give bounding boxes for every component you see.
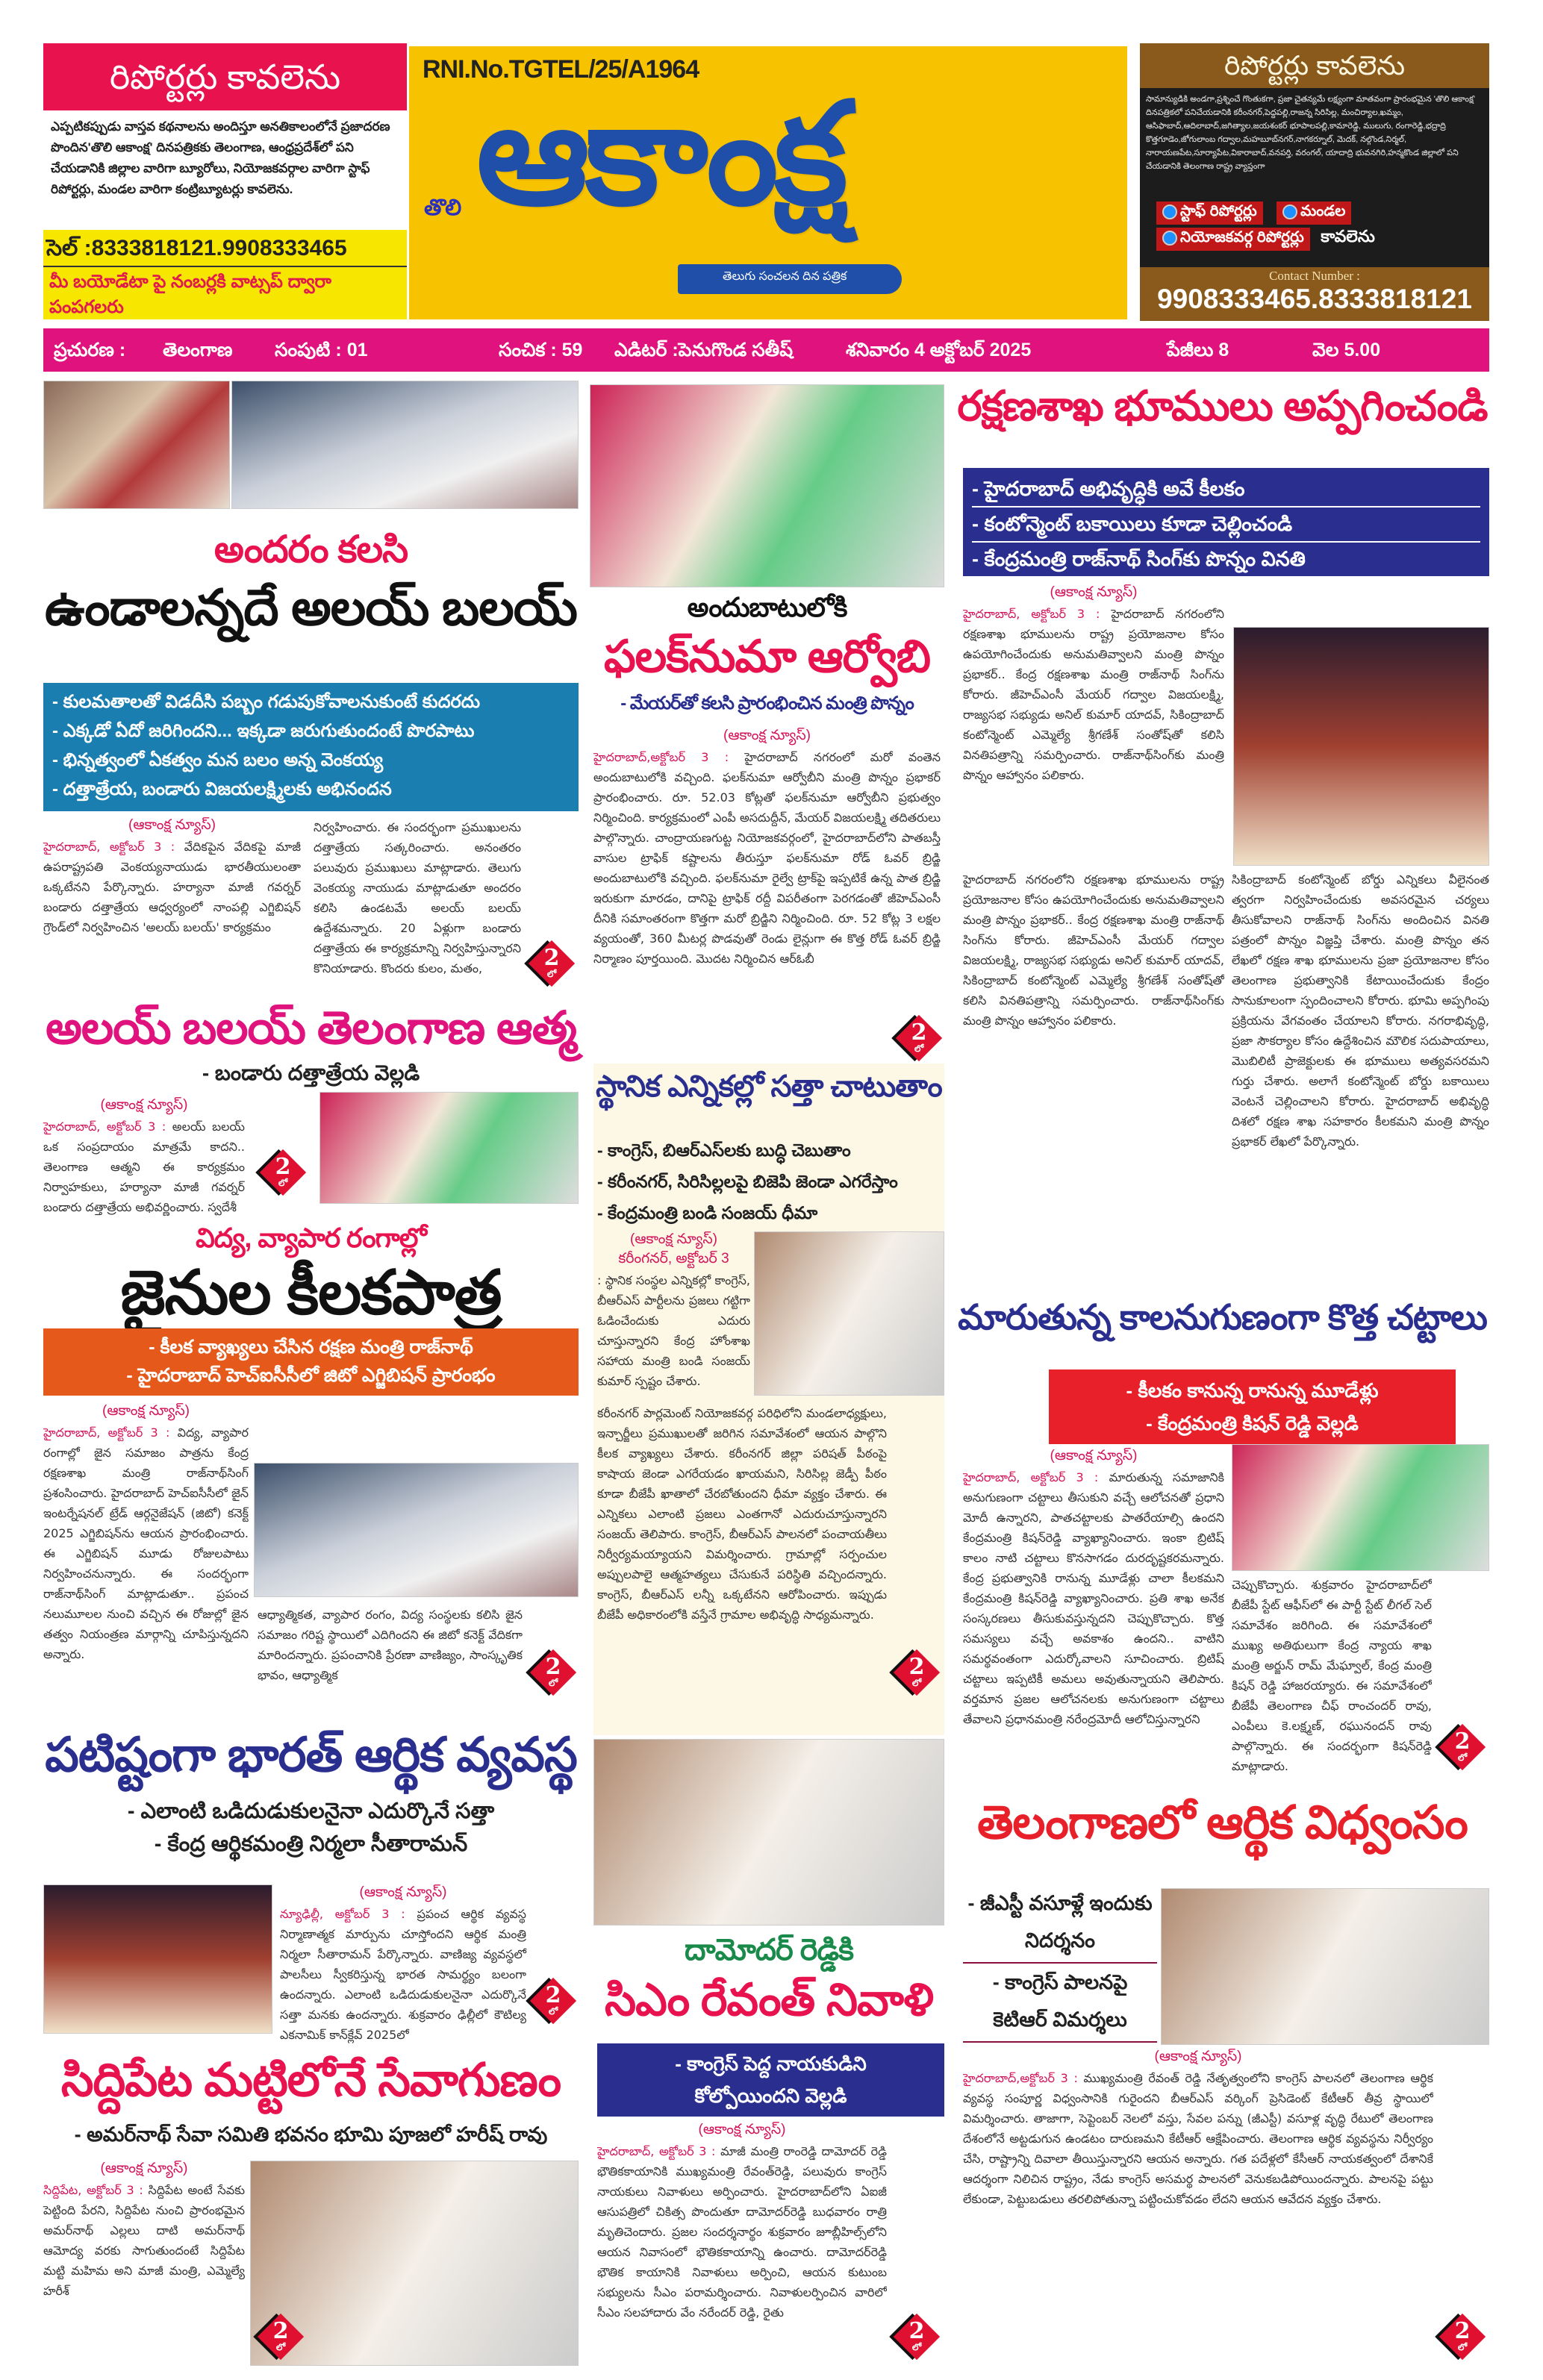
byline: (ఆకాంక్ష న్యూస్) [359,1884,447,1900]
byline: (ఆకాంక్ష న్యూస్) [100,2161,188,2176]
publication-label: ప్రచురణ : [54,340,126,360]
article-body: హైదరాబాద్,అక్టోబర్ 3 : ముఖ్యమంత్రి రేవంత్ రెడ్డి నేతృత్వంలోని కాంగ్రెస్ పాలనలో తెలంగాణ ఆర్థిక వ్యవస్థ సంపూర్ణ విధ్వంసానికి గురైందని బీఆర్‌ఎస్ వర్కింగ్ ప్రెసిడెంట్ కేటీఆర్ తీవ్ర స్థాయిలో విమర్శించారు. తాజాగా, సెప్టెంబర్ నెలలో వస్తు, సేవల పన్ను (జీఎస్టీ) వసూళ్ల వృద్ధి రేటులో తెలంగాణ దేశంలోనే అట్టడుగున ఉండటం దారుణమని కేటీఆర్ ఆక్షేపించారు. తెలంగాణ ఆర్థిక వ్యవస్థను నిర్వీర్యం చేసి, రాష్ట్రాన్ని దివాలా తీయిస్తున్నారని ఆయన అన్నారు. గత పదేళ్లలో కేసీఆర్ నాయకత్వంలో దేశానికే ఆదర్శంగా నిలిచిన రాష్ట్రం, నేడు కాంగ్రెస్ అసమర్థ పాలనలో వెనుకబడిపోయిందన్నారు. పాలనపై పట్టు లేకుండా, పెట్టుబడులు తరలిపోతున్నా పట్టించుకోవడం లేదని ఆయన ఆవేదన వ్యక్తం చేశారు. [963,2071,1433,2206]
byline: (ఆకాంక్ష న్యూస్) [1050,1448,1138,1464]
byline: (ఆకాంక్ష న్యూస్) [630,1231,717,1247]
deck-line: - కేంద్రమంత్రి రాజ్‌నాథ్ సింగ్‌కు పొన్నం వినతి [972,548,1306,570]
continued-page-badge[interactable]: 2 లో [1439,2314,1486,2360]
nirmala-sitharaman-photo [43,1884,272,2034]
byline: (ఆకాంక్ష న్యూస్) [1154,2049,1242,2064]
price: వెల 5.00 [1312,340,1381,360]
ktr-headline: తెలంగాణలో ఆర్థిక విధ్వంసం [977,1797,1468,1849]
article-body: నిర్వహించారు. ఈ సందర్భంగా ప్రముఖులను దత్తాత్రేయ సత్కరించారు. అనంతరం పలువురు ప్రముఖులు మాట్లాడారు. తెలుగు వెంకయ్య నాయుడు మాట్లాడుతూ అందరం కలిసి ఉండటమే అలయ్ బలయ్ ఉద్దేశమన్నారు. 20 ఏళ్లుగా బండారు దత్తాత్రేయ ఈ కార్యక్రమాన్ని నిర్వహిస్తున్నారని కొనియాడారు. కొందరు కులం, మతం, [314,820,521,975]
article-body: హైదరాబాద్, అక్టోబర్ 3 : హైదరాబాద్ నగరంలోని రక్షణశాఖ భూములను రాష్ట్ర ప్రయోజనాల కోసం ఉపయోగించేందుకు అనుమతివ్వాలని మంత్రి పొన్నం ప్రభాకర్.. కేంద్ర రక్షణశాఖ మంత్రి రాజ్‌నాథ్ సింగ్‌ను కోరారు. జీహెచ్‌ఎంసీ మేయర్ గద్వాల విజయలక్ష్మి, రాజ్యసభ సభ్యుడు అనిల్ కుమార్ యాదవ్, సికింద్రాబాద్ కంటోన్మెంట్ ఎమ్మెల్యే శ్రీగణేశ్ సంతోష్‌తో కలిసి వినతిపత్రాన్ని సమర్పించారు. రాజ్‌నాథ్‌సింగ్‌కు మంత్రి పొన్నం ఆహ్వానం పలికారు. [963,607,1224,782]
deck-line: - కేంద్ర ఆర్థికమంత్రి నిర్మలా సీతారామన్ [154,1832,468,1856]
deck-line: - భిన్నత్వంలో ఏకత్వం మన బలం అన్న వెంకయ్య [52,750,384,770]
issue: సంచిక : 59 [499,340,583,360]
revanth-headline: సిఎం రేవంత్ నివాళి [604,1975,934,2025]
deck-line: - కీలకం కానున్న రానున్న మూడేళ్లు [1126,1379,1379,1402]
deck-line: - కీలక వ్యాఖ్యలు చేసిన రక్షణ మంత్రి రాజ్‌నాథ్ [149,1337,473,1358]
jain-headline: జైనుల కీలకపాత్ర [120,1259,502,1327]
economy-deck [43,1795,579,1861]
deck-line: - కాంగ్రెస్ పాలనపై కెటిఆర్ విమర్శలు [963,1964,1157,2043]
deck-line: - ఎలాంటి ఒడిదుడుకులనైనా ఎదుర్కొనే సత్తా [127,1799,495,1823]
ktr-deck [963,1884,1157,2043]
continued-page-badge[interactable]: 2 లో [896,1015,942,1061]
editor: ఎడిటర్ :పెనుగొండ సతీష్ [614,340,794,360]
volume: సంపుటి : 01 [275,340,368,360]
siddipet-deck: - అమర్‌నాథ్ సేవా సమితి భవనం భూమి పూజలో హరీష్ రావు [74,2123,548,2146]
economy-headline: పటిష్టంగా భారత్ ఆర్థిక వ్యవస్థ [45,1728,577,1781]
rob-deck: - మేయర్‌తో కలసి ప్రారంభించిన మంత్రి పొన్నం [620,693,914,713]
rob-kicker: అందుబాటులోకి [687,592,847,622]
continued-page-badge[interactable]: 2 లో [894,1649,940,1696]
right-ad-title: రిపోర్టర్లు కావలెను [1140,43,1489,88]
left-recruitment-ad [43,43,407,321]
article-body: హైదరాబాద్,అక్టోబర్ 3 : హైదరాబాద్ నగరంలో మరో వంతెన అందుబాటులోకి వచ్చింది. ఫలక్‌నుమా ఆర్వోబీని మంత్రి పొన్నం ప్రభాకర్ ప్రారంభించారు. రూ. 52.03 కోట్లతో ఫలక్‌నుమా ఆర్వోబీని ప్రభుత్వం నిర్మించింది. కార్యక్రమంలో ఎంపీ అసదుద్దీన్, మేయర్ విజయలక్ష్మి తదితరులు పాల్గొన్నారు. చాంద్రాయణగుట్ట నియోజకవర్గంలో, హైదరాబాద్‌లోని పాతబస్తీ వాసుల ట్రాఫిక్ కష్టాలను తీరుస్తూ ఫలక్‌నుమా రోడ్ ఓవర్ బ్రిడ్జి అందుబాటులోకి వచ్చింది. ఫలక్‌నుమా రైల్వే ట్రాక్‌పై ఇప్పటికే ఉన్న పాత బ్రిడ్జి ఇరుకుగా మారడం, దానిపై ట్రాఫిక్ రద్దీ విపరీతంగా పెరగడంతో జీహెచ్‌ఎంసీ దీనికి సమాంతరంగా కొత్తగా మరో బ్రిడ్జిని నిర్మించింది. రూ. 52 కోట్ల 3 లక్షల వ్యయంతో, 360 మీటర్ల పొడవుతో రెండు లైన్లుగా ఈ కొత్త రోడ్ ఓవర్ బ్రిడ్జి నిర్మాణం పూర్తయింది. మొదట నిర్మించిన ఆర్‌ఓబీ [593,750,941,966]
deck-line: - దత్తాత్రేయ, బండారు విజయలక్ష్మిలకు అభినందన [52,779,392,799]
deck-line: - కరీంనగర్, సిరిసిల్లలపై బిజెపి జెండా ఎగరేస్తాం [597,1172,898,1191]
article-body: హైదరాబాద్, అక్టోబర్ 3 : మాజీ మంత్రి రాంరెడ్డి దామోదర్ రెడ్డి భౌతికకాయానికి ముఖ్యమంత్రి రేవంత్‌రెడ్డి, పలువురు కాంగ్రెస్ నాయకులు నివాళులు అర్పించారు. హైదరాబాద్‌లోని ఏఐజీ ఆసుపత్రిలో చికిత్స పొందుతూ దామోదర్‌రెడ్డి బుధవారం రాత్రి మృతిచెందారు. ప్రజల సందర్శనార్థం శుక్రవారం జూబ్లీహిల్స్‌లోని ఆయన నివాసంలో భౌతికకాయాన్ని ఉంచారు. దామోదర్‌రెడ్డి భౌతిక కాయానికి నివాళులు అర్పించి, ఆయన కుటుంబ సభ్యులను సీఎం పరామర్శించారు. నివాళులర్పించిన వారిలో సీఎం సలహాదారు వేం నరేందర్ రెడ్డి, రైతు [597,2144,887,2320]
continued-page-badge[interactable]: 2 లో [529,940,575,987]
article-body: సికింద్రాబాద్ కంటోన్మెంట్ బోర్డు ఎన్నికలు వీలైనంత త్వరగా నిర్వహించేందుకు అవసరమైన చర్యలు తీసుకోవాలని రాజ్‌నాథ్ సింగ్‌ను అందించిన వినతి పత్రంలో పొన్నం విజ్ఞప్తి చేశారు. మంత్రి పొన్నం తన లేఖలో రక్షణ శాఖ భూములను ప్రజా ప్రయోజనాల కోసం తెలంగాణ ప్రభుత్వానికి కేటాయించేందుకు కేంద్రం సానుకూలంగా స్పందించాలని కోరారు. భూమి అప్పగింపు ప్రక్రియను వేగవంతం చేయాలని కోరారు. నగరాభివృద్ధి, ప్రజా సౌకర్యాల కోసం ఉద్దేశించిన మౌలిక సదుపాయాలు, మొబిలిటీ ప్రాజెక్టులకు ఈ భూములు అత్యవసరమని గుర్తు చేశారు. అలాగే కంటోన్మెంట్ బోర్డు బకాయిలు వెంటనే చెల్లించాలని కోరారు. హైదరాబాద్ అభివృద్ధి దిశలో రక్షణ శాఖ సహకారం కీలకమని మంత్రి పొన్నం ప్రభాకర్ లేఖలో పేర్కొన్నారు. [1232,872,1489,1149]
revanth-kicker: దామోదర్ రెడ్డికి [684,1934,854,1967]
alai2-photo [319,1092,579,1204]
deck-line: - జీఎస్టీ వసూళ్లే ఇందుకు నిదర్శనం [963,1884,1157,1964]
right-recruitment-ad [1140,43,1489,321]
deck-line: - కాంగ్రెస్, బిఆర్‌ఎస్‌లకు బుద్ధి చెబుతాం [597,1140,851,1160]
revanth-deck [597,2043,944,2117]
deck-line: కోల్పోయిందని వెల్లడి [694,2084,847,2107]
alai2-deck: - బండారు దత్తాత్రేయ వెల్లడి [202,1061,420,1084]
bullet-icon [1162,231,1177,246]
kishan-reddy-photo [1232,1444,1489,1571]
jain-deck [43,1328,579,1396]
siddipet-headline: సిద్దిపేట మట్టిలోనే సేవాగుణం [60,2055,561,2106]
bjp-deck [597,1134,944,1228]
ktr-photo [1161,1888,1489,2045]
left-ad-text: ఎప్పటికప్పుడు వాస్తవ కథనాలను అందిస్తూ అనతికాలంలోనే ప్రజాదరణ పొందిన'తొలి ఆకాంక్ష' దినపత్రికకు తెలంగాణ, ఆంధ్రప్రదేశ్‌లో పని చేయడానికి జిల్లాల వారిగా బ్యూరోలు, నియోజకవర్గాల వారిగా స్టాఫ్ రిపోర్టర్లు, మండల వారిగా కంట్రిబ్యూటర్లు కావలెను. [51,119,390,196]
article-body: హైదరాబాద్ నగరంలోని రక్షణశాఖ భూములను రాష్ట్ర ప్రయోజనాల కోసం ఉపయోగించేందుకు అనుమతివ్వాలని మంత్రి పొన్నం ప్రభాకర్.. కేంద్ర రక్షణశాఖ మంత్రి రాజ్‌నాథ్ సింగ్‌ను కోరారు. జీహెచ్‌ఎంసీ మేయర్ గద్వాల విజయలక్ష్మి, రాజ్యసభ సభ్యుడు అనిల్ కుమార్ యాదవ్, సికింద్రాబాద్ కంటోన్మెంట్ ఎమ్మెల్యే శ్రీగణేశ్ సంతోష్‌తో కలిసి వినతిపత్రాన్ని సమర్పించారు. రాజ్‌నాథ్‌సింగ్‌కు మంత్రి పొన్నం ఆహ్వానం పలికారు. [963,872,1224,1028]
contact-number: 9908333465.8333818121 [1157,284,1472,314]
damodar-reddy-tribute-photo [593,1739,944,1925]
dateline-strip [43,328,1489,372]
publication-state: తెలంగాణ [163,340,233,360]
newspaper-logo: ఆకాంక్ష [476,75,844,234]
option-staff-reporters: స్టాఫ్ రిపోర్టర్లు [1156,202,1263,225]
alai-balai-photo-2 [231,381,579,509]
deck-line: - కేంద్రమంత్రి కిషన్ రెడ్డి వెల్లడి [1146,1412,1359,1434]
byline: (ఆకాంక్ష న్యూస్) [128,817,216,833]
article-body: ఆధ్యాత్మికత, వ్యాపార రంగం, విద్య సంస్థలకు కలిసి జైన సమాజం గరిష్ట స్థాయిలో ఎదిగిందని ఈ జిటో కనెక్ట్ వేదికగా మారిందన్నారు. ప్రపంచానికి ప్రేరణా వాణిజ్యం, సాంస్కృతిక భావం, ఆధ్యాత్మిక [258,1608,523,1682]
deck-line: - హైదరాబాద్ హెచ్ఐసీసీలో జిటో ఎగ్జిబిషన్ ప్రారంభం [126,1365,496,1386]
alai-kicker: అందరం కలసి [213,528,408,570]
byline: (ఆకాంక్ష న్యూస్) [698,2122,786,2137]
article-body: హైదరాబాద్, అక్టోబర్ 3 : విద్య, వ్యాపార రంగాల్లో జైన సమాజం పాత్రను కేంద్ర రక్షణశాఖ మంత్రి రాజ్‌నాథ్‌సింగ్ ప్రశంసించారు. హైదరాబాద్ హెచ్ఐసీసీలో జైన్ ఇంటర్నేషనల్ ట్రేడ్ ఆర్గనైజేషన్ (జిటో) కనెక్ట్ 2025 ఎగ్జిబిషన్‌ను ఆయన ప్రారంభించారు. ఈ ఎగ్జిబిషన్ మూడు రోజులపాటు నిర్వహించనున్నారు. ఈ సందర్భంగా రాజ్‌నాథ్‌సింగ్ మాట్లాడుతూ.. ప్రపంచ నలుమూలల నుంచి వచ్చిన ఈ రోజుల్లో జైన తత్వం నియంత్రణ మార్గాన్ని చూపిస్తున్నదని అన్నారు. [43,1425,249,1661]
alai2-headline: అలయ్ బలయ్ తెలంగాణ ఆత్మ [46,1002,576,1053]
continued-page-badge[interactable]: 2 లో [894,2314,940,2360]
rajnath-singh-bouquet-photo [1233,627,1489,866]
continued-page-badge[interactable]: 2 లో [260,1149,306,1196]
contact-label: Contact Number : [1269,269,1360,283]
jain-exhibition-photo [254,1463,579,1597]
continued-page-badge[interactable]: 2 లో [530,1978,576,2024]
article-body: హైదరాబాద్, అక్టోబర్ 3 : మారుతున్న సమాజానికి అనుగుణంగా చట్టాలు తీసుకుని వచ్చే ఆలోచనతో ప్రధాని మోదీ ఉన్నారని, పాతచట్టాలకు పాతరేయాల్సి ఉందని కేంద్రమంత్రి కిషన్‌రెడ్డి వ్యాఖ్యానించారు. ఇంకా బ్రిటిష్ కాలం నాటి చట్టాలు కొనసాగడం దురదృష్టకరమన్నారు. కేంద్ర ప్రభుత్వానికి రానున్న మూడేళ్లు చాలా కీలకమని కేంద్రమంత్రి కిషన్‌రెడ్డి వ్యాఖ్యానించారు. ప్రతి శాఖ అనేక సంస్కరణలు తీసుకువస్తున్నదని చెప్పుకొచ్చారు. కొత్త సమస్యలు వచ్చే అవకాశం ఉందని.. వాటిని సమర్థవంతంగా ఎదుర్కోవాలని సూచించారు. బ్రిటిష్ చట్టాలు ఇప్పటికీ అమలు అవుతున్నాయని తెలిపారు. వర్తమాన ప్రజల ఆలోచనలకు అనుగుణంగా చట్టాలు తేవాలని ప్రధానమంత్రి నరేంద్రమోదీ ఆలోచిస్తున్నారని [963,1470,1224,1726]
tagline: తెలుగు సంచలన దిన పత్రిక [723,270,847,283]
alai-deck [43,683,579,811]
byline: (ఆకాంక్ష న్యూస్) [723,728,811,743]
article-body: న్యూఢిల్లీ, అక్టోబర్ 3 : ప్రపంచ ఆర్థిక వ్యవస్థ నిర్మాణాత్మక మార్పును చూస్తోందని ఆర్థిక మంత్రి నిర్మలా సీతారామన్ పేర్కొన్నారు. వాణిజ్య వ్యవస్థలో పాలసీలు స్వీకరిస్తున్న భారత సామర్థ్యం బలంగా ఉందన్నారు. ఎలాంటి ఒడిదుడుకులనైనా ఎదుర్కొనే సత్తా మనకు ఉందన్నారు. శుక్రవారం ఢిల్లీలో కౌటిల్య ఎకనామిక్ కాన్‌క్లేవ్ 2025లో [280,1907,526,2042]
article-body: సిద్దిపేట, అక్టోబర్ 3 : సిద్దిపేట అంటే సేవకు పెట్టింది పేరని, సిద్దిపేట నుంచి ప్రారంభమైన అమర్‌నాథ్ ఎల్లలు దాటి అమర్‌నాథ్ ఆమోద్య వరకు సాగుతుందంటే సిద్దిపేట మట్టి మహిమ అని మాజీ మంత్రి, ఎమ్మెల్యే హరీశ్ [43,2183,245,2298]
right-ad-text: సామాన్యుడికి అండగా,ప్రశ్నించే గొంతుకగా, ప్రజా చైతన్యమే లక్ష్యంగా మాతవంగా ప్రారంభమైన 'తొలి ఆకాంక్ష' దినపత్రికలో పనిచేయడానికి కరీంనగర్,పెద్దపల్లి,రాజన్న సిరిసిల్ల, మంచిర్యాల,ఖమ్మం, ఆసిఫాబాద్,ఆదిలాబాద్,జగిత్యాల,జయశంకర్ భూపాలపల్లి,కామారెడ్డి, ములుగు, రంగారెడ్డి,భద్రాద్రి కొత్తగూడెం,జోగులాంబ గద్వాల,మహబూబ్‌నగర్,నాగకర్నూల్, మెదక్, నల్గొండ,నిర్మల్, నారాయణపేట,సూర్యాపేట,వికారాబాద్,వనపర్తి, వరంగల్, యాదాద్రి భువనగిరి,హన్మకొండ జిల్లాలో పని చేయడానికి తెలంగాణ రాష్ట్ర వ్యాప్తంగా [1146,95,1475,171]
alai-balai-photo-1 [43,381,230,509]
continued-page-badge[interactable]: 2 లో [530,1649,576,1696]
article-body: : స్థానిక సంస్థల ఎన్నికల్లో కాంగ్రెస్, బీఆర్‌ఎస్ పార్టీలను ప్రజలు గట్టిగా ఓడించేందుకు ఎదురు చూస్తున్నారని కేంద్ర హోంశాఖ సహాయ మంత్రి బండి సంజయ్ కుమార్ స్పష్టం చేశారు. [597,1273,750,1388]
issue-date: శనివారం 4 అక్టోబర్ 2025 [846,340,1032,360]
deck-line: - కాంగ్రెస్ పెద్ద నాయకుడిని [675,2052,867,2075]
left-ad-phone: సెల్ :8333818121.9908333465 [43,230,407,267]
byline: (ఆకాంక్ష న్యూస్) [102,1403,190,1419]
bjp-headline: స్థానిక ఎన్నికల్లో సత్తా చాటుతాం [596,1070,942,1103]
byline: (ఆకాంక్ష న్యూస్) [1050,584,1138,600]
deck-line: - కంటోన్మెంట్ బకాయిలు కూడా చెల్లించండి [972,507,1480,543]
deck-line: - ఎక్కడో ఏదో జరిగిందని... ఇక్కడా జరుగుతుందంటే పొరపాటు [52,721,475,741]
deck-line: - కేంద్రమంత్రి బండి సంజయ్ ధీమా [597,1203,818,1222]
masthead-prefix: తొలి [424,196,462,220]
dateline-place: కరీంగనర్, అక్టోబర్ 3 [618,1251,729,1266]
continued-page-badge[interactable]: 2 లో [258,2314,304,2360]
page-count: పేజీలు 8 [1167,340,1229,360]
masthead [409,46,1127,319]
rob-headline: ఫలక్‌నుమా ఆర్వోబి [603,631,931,681]
jain-kicker: విద్య, వ్యాపార రంగాల్లో [196,1222,426,1253]
laws-headline: మారుతున్న కాలనుగుణంగా కొత్త చట్టాలు [958,1297,1487,1337]
article-body: హైదరాబాద్, అక్టోబర్ 3 : వేదికపైన వేదికపై మాజీ ఉపరాష్ట్రపతి వెంకయ్యనాయుడు భారతీయులంతా ఒక్కటేనని పేర్కొన్నారు. హర్యానా మాజీ గవర్నర్ బండారు దత్తాత్రేయ ఆధ్వర్యంలో నాంపల్లి ఎగ్జిబిషన్ గ్రౌండ్‌లో నిర్వహించిన 'అలయ్ బలయ్' కార్యక్రమం [43,840,301,934]
rni-number: RNI.No.TGTEL/25/A1964 [423,55,699,84]
bullet-icon [1282,204,1297,219]
continued-page-badge[interactable]: 2 లో [1439,1724,1486,1770]
deck-line: - కులమతాలతో విడదీసి పబ్బం గడుపుకోవాలనుకుంటే కుదరదు [52,692,481,712]
falaknuma-rob-inauguration-photo [590,384,944,587]
wanted-label: కావలెను [1321,227,1375,246]
laws-deck [1049,1369,1456,1444]
byline: (ఆకాంక్ష న్యూస్) [100,1097,188,1113]
article-body: చెప్పుకొచ్చారు. శుక్రవారం హైదరాబాద్‌లో బీజేపీ స్టేట్ ఆఫీస్‌లో ఈ పార్టీ స్టేట్ లీగల్ సెల్ సమావేశం జరిగింది. ఈ సమావేశంలో ముఖ్య అతిథులుగా కేంద్ర న్యాయ శాఖ మంత్రి అర్జున్ రామ్ మేఘ్వాల్, కేంద్ర మంత్రి కిషన్ రెడ్డి హాజరయ్యారు. ఈ సమావేశంలో బీజేపీ తెలంగాణ చీఫ్ రాంచందర్ రావు, ఎంపీలు కె.లక్ష్మణ్, రఘునందన్ రావు పాల్గొన్నారు. ఈ సందర్భంగా కిషన్‌రెడ్డి మాట్లాడారు. [1232,1578,1432,1773]
deck-line: - హైదరాబాద్ అభివృద్ధికి అవే కీలకం [972,472,1480,507]
left-ad-note: మీ బయోడేటా పై నంబర్లకి వాట్సప్ ద్వారా పంపగలరు [43,267,407,319]
bullet-icon [1162,204,1177,219]
alai-headline: ఉండాలన్నదే అలయ్ బలయ్ [45,580,577,636]
article-body: హైదరాబాద్, అక్టోబర్ 3 : అలయ్ బలయ్ ఒక సంప్రదాయం మాత్రమే కాదని.. తెలంగాణ ఆత్మని ఈ కార్యక్రమం నిర్వాహకులు, హర్యానా మాజీ గవర్నర్ బండారు దత్తాత్రేయ అభివర్ణించారు. స్వదేశీ [43,1119,245,1214]
option-mandal: మండల [1277,202,1351,225]
article-body: కరీంనగర్ పార్లమెంట్ నియోజకవర్గ పరిధిలోని మండలాధ్యక్షులు, ఇన్చార్జీలు ప్రముఖులతో జరిగిన సమావేశంలో ఆయన పాల్గొని కీలక వ్యాఖ్యలు చేశారు. కరీంనగర్ జిల్లా పరిషత్ పీఠంపై కాషాయ జెండా ఎగరేయడం ఖాయమని, సిరిసిల్ల జెడ్పీ పీఠం కూడా బీజేపీ ఖాతాలో చేరబోతుందని ధీమా వ్యక్తం చేశారు. ఈ ఎన్నికలు ఎలాంటి ప్రజలు ఎంతగానో ఎదురుచూస్తున్నారని సంజయ్ తెలిపారు. కాంగ్రెస్, బీఆర్‌ఎస్ పాలనలో పంచాయతీలు నిర్వీర్యమయ్యాయని విమర్శించారు. గ్రామాల్లో సర్పంచుల అప్పులపాలై ఆత్మహత్యలు చేసుకునే పరిస్థితి వచ్చిందన్నారు. కాంగ్రెస్, బీఆర్‌ఎస్ లన్నీ ఒక్కటేనని ఆరోపించారు. ఇప్పుడు బీజేపీ అధికారంలోకి వస్తేనే గ్రామాల అభివృద్ధి సాధ్యమన్నారు. [597,1406,887,1622]
option-constituency-reporters: నియోజకవర్గ రిపోర్టర్లు [1156,228,1310,251]
bandi-sanjay-photo [754,1231,944,1396]
defence-headline: రక్షణశాఖ భూములు అప్పగించండి [957,382,1488,429]
defence-deck [963,468,1489,576]
left-ad-title: రిపోర్టర్లు కావలెను [43,43,407,110]
